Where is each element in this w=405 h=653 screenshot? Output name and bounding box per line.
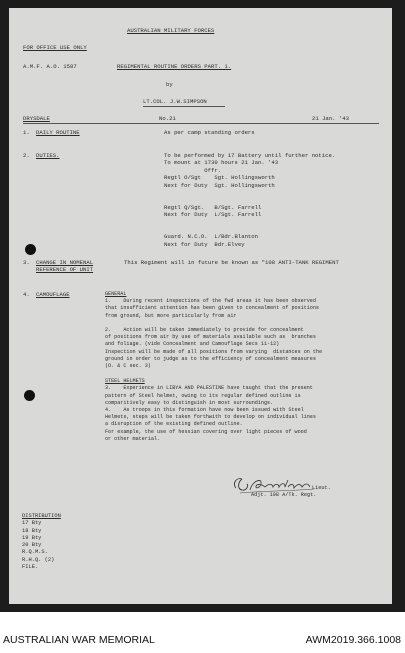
punch-hole: [24, 390, 35, 401]
signatory-title: Adjt. 108 A/Tk. Regt.: [251, 492, 317, 498]
paragraph-line: 3. Experience in LIBYA AND PALESTINE have taught that the present: [105, 385, 313, 392]
section-text: As per camp standing orders: [164, 129, 255, 136]
distribution-item: R.H.Q. (2): [22, 556, 55, 563]
section-title: DUTIES.: [36, 152, 60, 159]
paragraph-line: For example, the use of hessian covering over light pieces of wood: [105, 428, 307, 435]
place: DRYSDALE: [23, 115, 50, 122]
section-title: CAMOUFLAGE: [36, 291, 70, 298]
paragraph-line: ground in order to judge as to the efficiency of concealment measures: [105, 355, 316, 362]
duty-line: Next for Duty L/Sgt. Farrell: [164, 211, 262, 219]
section-number: 2.: [23, 152, 30, 159]
section-title: REFERENCE OF UNIT: [36, 266, 94, 273]
signatory-rank: Lieut.: [312, 485, 331, 491]
paragraph-line: and foliage. (vide Concealment and Camouflage Secs 11-12): [105, 341, 280, 348]
punch-hole: [25, 244, 36, 255]
subheading: GENERAL: [105, 291, 127, 297]
duty-line: To be performed by 17 Battery until further notice.: [164, 152, 336, 159]
duty-line: To mount at 1730 hours 21 Jan. '43: [164, 159, 279, 167]
paragraph-line: (O. & C sec. 3): [105, 363, 151, 370]
duties-block: [164, 152, 335, 248]
org-name: AUSTRALIAN MILITARY FORCES: [127, 27, 215, 34]
duty-line: Regtl O/Sgt Sgt. Hollingsworth: [164, 174, 275, 182]
distribution-item: 18 Bty: [22, 527, 42, 534]
distribution-heading: DISTRIBUTION: [22, 513, 61, 519]
distribution-item: FILE.: [22, 564, 39, 571]
paragraph-line: 1. During recent inspections of the fwd areas it has been observed: [105, 298, 316, 305]
paragraph-line: of positions from air by use of materials available such as branches: [105, 334, 316, 341]
paragraph-line: or other material.: [105, 435, 161, 442]
section-number: 3.: [23, 259, 30, 266]
section-number: 4.: [23, 291, 30, 298]
paragraph-line: Inspection will be made of all positions from varying distances on the: [105, 348, 323, 355]
by-label: by: [166, 81, 173, 88]
duty-line: [164, 219, 335, 226]
archive-id: AWM2019.366.1008: [305, 634, 401, 646]
subheading: STEEL HELMETS: [105, 378, 145, 385]
reference-number: A.M.F. A.O. 1587: [23, 63, 77, 70]
officer-name: LT.COL. J.W.SIMPSON: [143, 98, 207, 105]
paragraph-line: 4. As troops in this formation have now been issued with Steel: [105, 407, 304, 414]
distribution-item: 20 Bty: [22, 542, 42, 549]
classification: FOR OFFICE USE ONLY: [23, 44, 87, 51]
document-page: [9, 8, 392, 604]
duty-line: [164, 189, 335, 196]
section-number: 1.: [23, 129, 30, 136]
duty-line: Offr.: [164, 166, 222, 174]
orders-title: REGIMENTAL ROUTINE ORDERS PART. 1.: [117, 63, 232, 70]
duty-line: Next for Duty Bdr.Elvey: [164, 240, 245, 248]
archive-credit: AUSTRALIAN WAR MEMORIAL: [3, 634, 155, 646]
duty-line: [164, 196, 335, 203]
duty-line: Regtl Q/Sgt. B/Sgt. Farrell: [164, 203, 262, 211]
header-rule: [23, 123, 379, 124]
section-text: This Regiment will in future be known as "108 ANTI-TANK REGIMENT: [124, 259, 339, 266]
paragraph-line: pattern of Steel helmet, owing to its regular defined outline is: [105, 392, 301, 399]
order-date: 21 Jan. '43: [312, 115, 349, 122]
duty-line: Next for Duty Sgt. Hollingsworth: [164, 181, 275, 189]
camouflage-block: [105, 291, 322, 443]
paragraph-line: 2. Action will be taken immediately to provide for concealment: [105, 327, 304, 333]
duty-line: [164, 226, 335, 233]
distribution-list: [22, 513, 61, 571]
section-title: CHANGE IN NOMENAL: [36, 259, 94, 266]
distribution-item: 17 Bty: [22, 520, 42, 527]
duty-line: Guard. N.C.O. L/Bdr.Blanton: [164, 233, 258, 241]
distribution-item: 19 Bty: [22, 534, 42, 541]
officer-rule: [143, 106, 225, 107]
order-number: No.21: [159, 115, 176, 122]
paragraph-line: a disruption of the existing defined outline.: [105, 421, 243, 428]
paragraph-line: [105, 320, 322, 327]
paragraph-line: from ground, but more particularly from air: [105, 312, 237, 319]
section-title: DAILY ROUTINE: [36, 129, 80, 136]
distribution-item: R.Q.M.S.: [22, 549, 48, 556]
paragraph-line: Helmets, steps will be taken forthwith to develop on individual lines: [105, 414, 316, 421]
paragraph-line: that insufficient attention has been given to concealment of positions: [105, 305, 319, 312]
paragraph-line: comparitively easy to distinguish in most surroundings.: [105, 399, 274, 406]
